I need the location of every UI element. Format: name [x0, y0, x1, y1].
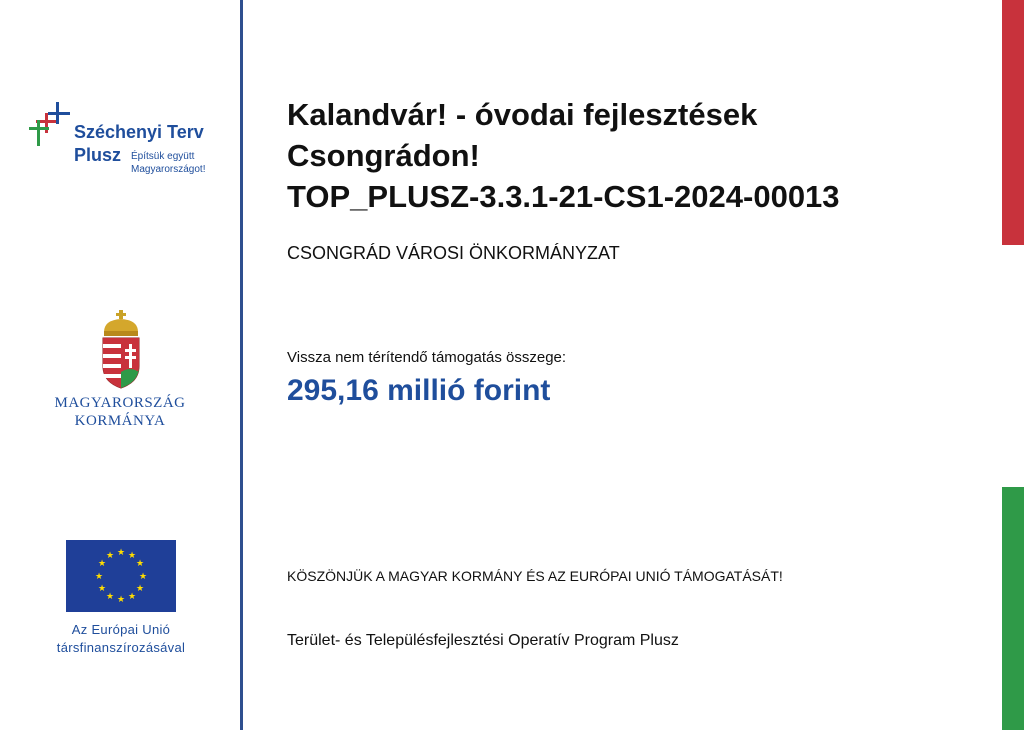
svg-text:★: ★	[105, 592, 115, 602]
funding-label: Vissza nem térítendő támogatás összege:	[287, 349, 567, 366]
coat-of-arms-icon	[98, 310, 144, 390]
flag-green-stripe	[1002, 487, 1024, 730]
szechenyi-terv-logo	[28, 100, 228, 180]
svg-text:★: ★	[97, 584, 107, 594]
svg-text:★: ★	[135, 559, 145, 569]
project-title-line1: Kalandvár! - óvodai fejlesztések	[287, 97, 758, 132]
svg-text:★: ★	[105, 551, 115, 561]
svg-text:★: ★	[116, 595, 126, 605]
svg-text:★: ★	[135, 584, 145, 594]
svg-text:★: ★	[97, 559, 107, 569]
szechenyi-tagline-line1: Építsük együtt	[131, 151, 195, 162]
eu-line2: társfinanszírozásával	[56, 640, 186, 655]
funding-amount: 295,16 millió forint	[287, 374, 551, 407]
svg-text:★: ★	[138, 572, 148, 582]
szechenyi-plus: Plusz	[74, 145, 122, 165]
government-line1: MAGYARORSZÁG	[54, 395, 186, 411]
szechenyi-tagline	[131, 150, 205, 176]
szechenyi-title: Széchenyi Terv	[74, 122, 204, 142]
government-label	[40, 394, 200, 430]
vertical-divider	[240, 0, 243, 730]
project-title-line2: Csongrádon!	[287, 138, 480, 173]
eu-cofinancing-label	[40, 621, 202, 657]
eu-flag-icon	[66, 540, 176, 612]
svg-text:★: ★	[127, 592, 137, 602]
project-title	[287, 94, 967, 217]
svg-text:★: ★	[127, 551, 137, 561]
government-line2: KORMÁNYA	[74, 413, 166, 429]
thanks-message: KÖSZÖNJÜK A MAGYAR KORMÁNY ÉS AZ EURÓPAI UNIÓ TÁMOGATÁSÁT!	[287, 568, 783, 584]
svg-text:★: ★	[116, 548, 126, 558]
project-code: TOP_PLUSZ-3.3.1-21-CS1-2024-00013	[287, 179, 840, 214]
beneficiary-name: CSONGRÁD VÁROSI ÖNKORMÁNYZAT	[287, 243, 620, 263]
eu-line1: Az Európai Unió	[71, 622, 171, 637]
svg-text:★: ★	[94, 572, 104, 582]
flag-red-stripe	[1002, 0, 1024, 245]
program-name: Terület- és Településfejlesztési Operatív Program Plusz	[287, 632, 679, 649]
szechenyi-plus-logo-icon	[28, 100, 74, 150]
szechenyi-tagline-line2: Magyarországot!	[131, 164, 206, 175]
